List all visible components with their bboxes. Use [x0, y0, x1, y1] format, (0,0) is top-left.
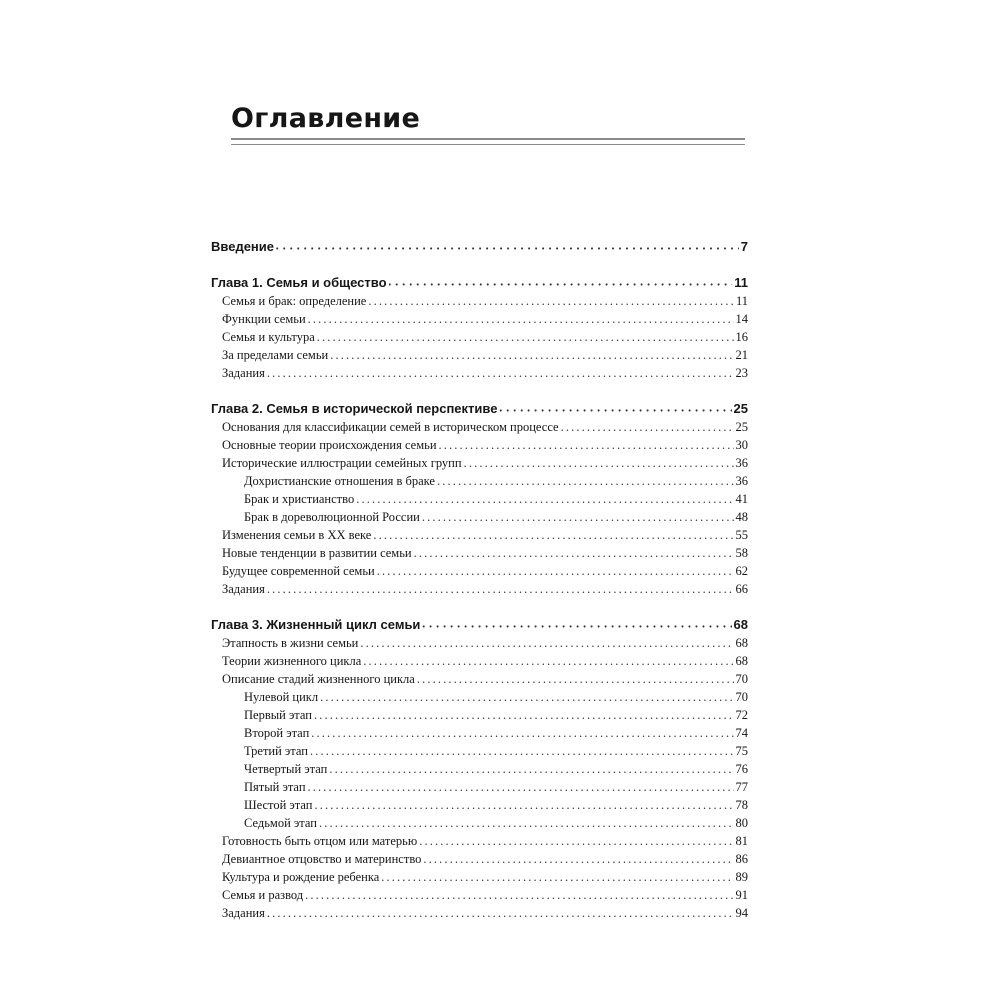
- dot-leader: [437, 472, 734, 490]
- toc-entry-label: Задания: [222, 582, 265, 596]
- toc-entry-page: 91: [735, 888, 748, 902]
- dot-leader: [419, 832, 733, 850]
- toc-entry-page: 11: [735, 294, 748, 308]
- dot-leader: [360, 634, 733, 652]
- toc-entry-page: 68: [735, 654, 748, 668]
- dot-leader: [417, 670, 734, 688]
- toc-entry-label: Седьмой этап: [244, 816, 317, 830]
- dot-leader: [439, 436, 734, 454]
- toc-entry-page: 36: [735, 456, 748, 470]
- toc-entry-label: Основные теории происхождения семьи: [222, 438, 437, 452]
- toc-section-entry: [211, 328, 748, 346]
- toc-section-entry: [211, 454, 748, 472]
- toc-entry-label: Дохристианские отношения в браке: [244, 474, 435, 488]
- toc-subsection-entry: [211, 688, 748, 706]
- toc-subsection-entry: [211, 760, 748, 778]
- dot-leader: [314, 706, 734, 724]
- toc-entry-label: Функции семьи: [222, 312, 306, 326]
- toc-section-entry: [211, 418, 748, 436]
- toc-entry-label: За пределами семьи: [222, 348, 329, 362]
- dot-leader: [422, 508, 734, 526]
- dot-leader: [329, 760, 733, 778]
- toc-entry-page: 62: [735, 564, 748, 578]
- toc-chapter-entry: [211, 274, 748, 292]
- toc-entry-page: 11: [734, 275, 748, 290]
- dot-leader: [423, 850, 733, 868]
- toc-entry-page: 70: [735, 690, 748, 704]
- dot-leader: [464, 454, 734, 472]
- dot-leader: [368, 292, 734, 310]
- toc-subsection-entry: [211, 724, 748, 742]
- dot-leader: [377, 562, 734, 580]
- toc-entry-page: 30: [735, 438, 748, 452]
- toc-section-entry: [211, 580, 748, 598]
- toc-entry-page: 78: [735, 798, 748, 812]
- toc-entry-page: 7: [740, 239, 748, 254]
- toc-entry-page: 75: [735, 744, 748, 758]
- dot-leader: [267, 364, 734, 382]
- toc-section-entry: [211, 562, 748, 580]
- toc-entry-label: Культура и рождение ребенка: [222, 870, 380, 884]
- toc-entry-label: Семья и развод: [222, 888, 304, 902]
- toc-entry-label: Нулевой цикл: [244, 690, 319, 704]
- toc-section-entry: [211, 670, 748, 688]
- toc-entry-page: 36: [735, 474, 748, 488]
- toc-section-entry: [211, 850, 748, 868]
- toc-entry-page: 55: [735, 528, 748, 542]
- toc-section-entry: [211, 832, 748, 850]
- toc-chapter-entry: [211, 238, 748, 256]
- toc-entry-page: 16: [735, 330, 748, 344]
- toc-entry-page: 77: [735, 780, 748, 794]
- toc-section-entry: [211, 346, 748, 364]
- toc-entry-label: Введение: [211, 239, 274, 254]
- dot-leader: [267, 580, 734, 598]
- toc-entry-label: Описание стадий жизненного цикла: [222, 672, 415, 686]
- toc-entry-label: Этапность в жизни семьи: [222, 636, 359, 650]
- toc-entry-label: Пятый этап: [244, 780, 306, 794]
- toc-entry-page: 21: [735, 348, 748, 362]
- toc-entry-label: Четвертый этап: [244, 762, 328, 776]
- toc-entry-page: 81: [735, 834, 748, 848]
- toc-section-entry: [211, 364, 748, 382]
- toc-entry-label: Основания для классификации семей в историческом процессе: [222, 420, 559, 434]
- toc-entry-page: 68: [735, 636, 748, 650]
- toc-entry-label: Новые тенденции в развитии семьи: [222, 546, 412, 560]
- toc-entry-label: Третий этап: [244, 744, 308, 758]
- dot-leader: [373, 526, 733, 544]
- toc-subsection-entry: [211, 508, 748, 526]
- dot-leader: [267, 904, 734, 922]
- toc-entry-page: 72: [735, 708, 748, 722]
- toc-entry-label: Семья и культура: [222, 330, 315, 344]
- toc-section-entry: [211, 652, 748, 670]
- dot-leader: [305, 886, 733, 904]
- toc-entry-page: 80: [735, 816, 748, 830]
- toc-entry-label: Девиантное отцовство и материнство: [222, 852, 422, 866]
- toc-entry-label: Первый этап: [244, 708, 312, 722]
- toc-entry-label: Будущее современной семьи: [222, 564, 375, 578]
- toc-entry-page: 70: [735, 672, 748, 686]
- toc-entry-page: 86: [735, 852, 748, 866]
- toc-section-entry: [211, 634, 748, 652]
- toc-entry-page: 76: [735, 762, 748, 776]
- dot-leader: [308, 778, 734, 796]
- toc-entry-page: 48: [735, 510, 748, 524]
- toc-entry-page: 41: [735, 492, 748, 506]
- toc-section-entry: [211, 526, 748, 544]
- toc-entry-page: 74: [735, 726, 748, 740]
- dot-leader: [317, 328, 734, 346]
- dot-leader: [356, 490, 733, 508]
- toc-entry-page: 68: [733, 617, 748, 632]
- toc-entry-page: 58: [735, 546, 748, 560]
- toc-chapter-entry: [211, 616, 748, 634]
- toc-entry-label: Глава 2. Семья в исторической перспективе: [211, 401, 498, 416]
- toc-subsection-entry: [211, 706, 748, 724]
- toc-entry-label: Исторические иллюстрации семейных групп: [222, 456, 462, 470]
- toc-section-entry: [211, 544, 748, 562]
- toc-subsection-entry: [211, 742, 748, 760]
- toc-entry-label: Изменения семьи в XX веке: [222, 528, 372, 542]
- toc-entry-label: Глава 1. Семья и общество: [211, 275, 387, 290]
- page-title: Оглавление: [231, 103, 421, 134]
- toc-entry-label: Готовность быть отцом или матерью: [222, 834, 418, 848]
- toc-entry-page: 89: [735, 870, 748, 884]
- dot-leader: [320, 688, 733, 706]
- dot-leader: [414, 544, 734, 562]
- toc-section-entry: [211, 904, 748, 922]
- toc-entry-page: 66: [735, 582, 748, 596]
- dot-leader: [276, 238, 739, 259]
- dot-leader: [330, 346, 733, 364]
- dot-leader: [319, 814, 734, 832]
- toc-entry-label: Брак в дореволюционной России: [244, 510, 420, 524]
- toc-entry-label: Семья и брак: определение: [222, 294, 367, 308]
- toc-entry-label: Задания: [222, 366, 265, 380]
- dot-leader: [363, 652, 733, 670]
- toc-entry-label: Второй этап: [244, 726, 310, 740]
- toc-entry-label: Задания: [222, 906, 265, 920]
- toc-chapter-entry: [211, 400, 748, 418]
- toc-entry-label: Глава 3. Жизненный цикл семьи: [211, 617, 421, 632]
- title-double-rule: [231, 138, 745, 145]
- toc-subsection-entry: [211, 472, 748, 490]
- dot-leader: [310, 742, 734, 760]
- dot-leader: [311, 724, 733, 742]
- toc-section-entry: [211, 310, 748, 328]
- toc-subsection-entry: [211, 778, 748, 796]
- toc-entry-page: 94: [735, 906, 748, 920]
- toc-entry-label: Брак и христианство: [244, 492, 355, 506]
- toc-entry-label: Шестой этап: [244, 798, 313, 812]
- dot-leader: [314, 796, 733, 814]
- dot-leader: [308, 310, 734, 328]
- toc-entry-page: 23: [735, 366, 748, 380]
- dot-leader: [381, 868, 733, 886]
- toc-section-entry: [211, 436, 748, 454]
- toc-entry-page: 25: [733, 401, 748, 416]
- toc-subsection-entry: [211, 796, 748, 814]
- toc-entry-page: 14: [735, 312, 748, 326]
- toc-subsection-entry: [211, 814, 748, 832]
- toc-section-entry: [211, 886, 748, 904]
- toc-entry-label: Теории жизненного цикла: [222, 654, 362, 668]
- dot-leader: [561, 418, 734, 436]
- toc-subsection-entry: [211, 490, 748, 508]
- toc-section-entry: [211, 292, 748, 310]
- toc-section-entry: [211, 868, 748, 886]
- toc-entry-page: 25: [735, 420, 748, 434]
